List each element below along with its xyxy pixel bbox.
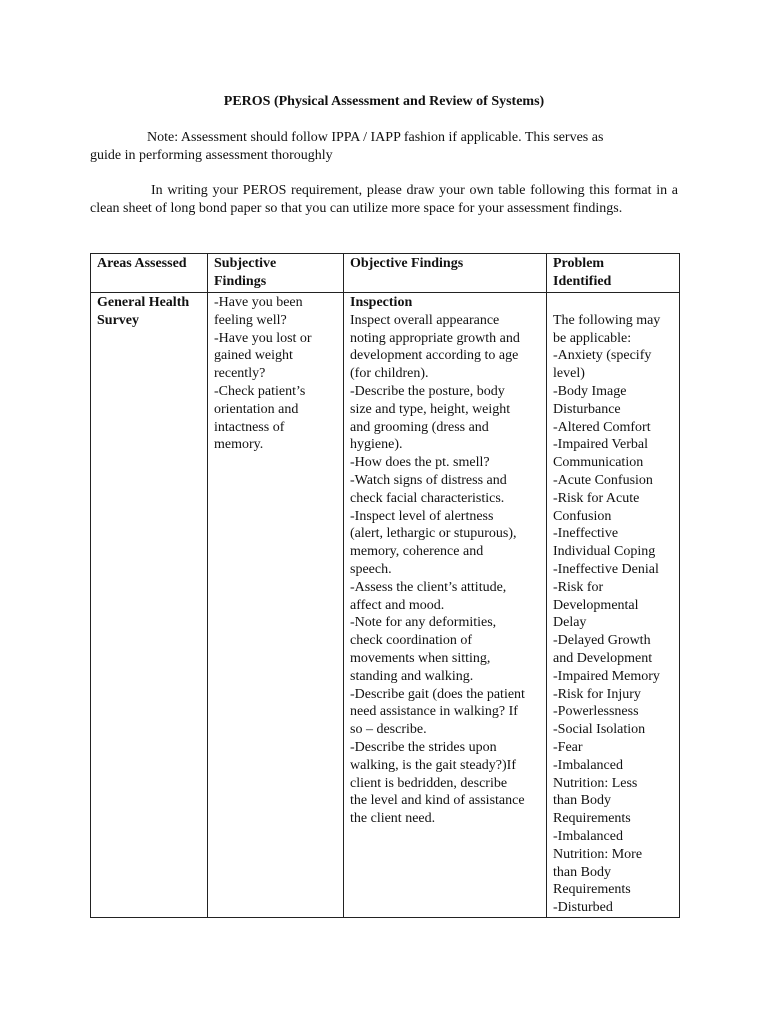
header-objective-findings: Objective Findings [344,254,547,293]
header-subjective-findings: Subjective Findings [208,254,344,293]
header-problem-identified: Problem Identified [547,254,680,293]
table-header-row [91,254,680,293]
note-line-1: Note: Assessment should follow IPPA / IAPP fashion if applicable. This serves as [147,130,604,145]
cell-subjective: -Have you been feeling well? -Have you lost or gained weight recently? -Check patient’s orientation and intactness of memory. [208,293,344,918]
note-line-2: guide in performing assessment thoroughly [90,148,333,163]
instruction-paragraph [90,182,678,218]
inspection-heading: Inspection [350,295,413,310]
cell-problem: The following may be applicable: -Anxiety (specify level) -Body Image Disturbance -Altered Comfort -Impaired Verbal Communication -Acute Confusion -Risk for Acute Confusion -Ineffective Individual Coping -Ineffective Denial -Risk for Developmental Delay -Delayed Growth and Development -Impaired Memory -Risk for Injury -Powerlessness -Social Isolation -Fear -Imbalanced Nutrition: Less than Body Requirements -Imbalanced Nutrition: More than Body Requirements -Disturbed [547,293,680,918]
instruction-text: In writing your PEROS requirement, please draw your own table following this format in a clean sheet of long bond paper so that you can utilize more space for your assessment findings. [90,183,678,217]
header-areas-assessed: Areas Assessed [91,254,208,293]
table-row [91,293,680,918]
cell-objective: Inspection Inspect overall appearance noting appropriate growth and development according to age (for children). -Describe the posture, body size and type, height, weight and grooming (dress and hygiene). -How does the pt. smell? -Watch signs of distress and check facial characteristics. -Inspect level of alertness (alert, lethargic or stupurous), memory, coherence and speech. -Assess the client’s attitude, affect and mood. -Note for any deformities, check coordination of movements when sitting, standing and walking. -Describe gait (does the patient need assistance in walking? If so – describe. -Describe the strides upon walking, is the gait steady?)If client is bedridden, describe the level and kind of assistance the client need. [344,293,547,918]
page-title: PEROS (Physical Assessment and Review of Systems) [223,94,545,109]
peros-table [90,253,680,918]
cell-area: General Health Survey [91,293,208,918]
assessment-note [90,129,678,165]
